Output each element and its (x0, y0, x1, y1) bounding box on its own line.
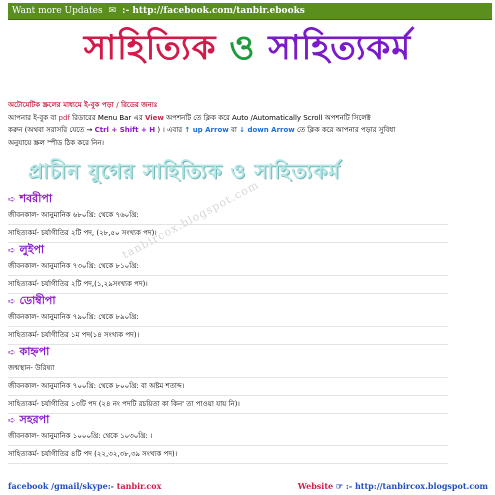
footer-contact-name[interactable]: tanbir.cox (116, 481, 162, 491)
poet-name-text: সহরপা (19, 413, 50, 426)
footer-bar (8, 479, 488, 493)
instructions-line-1 (8, 112, 486, 125)
poet-name (8, 345, 486, 360)
poet-name-text: ডোম্বীপা (19, 294, 56, 307)
reading-instructions (8, 99, 486, 149)
poet-line: জীবনকাল- আনুমানিক ১০০০খ্রি: থেকে ১০৩০খ্রি: । (8, 428, 448, 446)
poet-name-text: কাহ্নপা (19, 345, 50, 358)
footer-contact-label: facebook /gmail/skype:- (8, 481, 114, 491)
arrow-right-icon: ➪ (8, 195, 16, 205)
poet-entry (8, 192, 486, 243)
arrow-right-icon: ➪ (8, 297, 16, 307)
instr-text: আপনার ই-বুক বা (8, 113, 57, 122)
arrow-right-icon: ➪ (8, 416, 16, 426)
top-banner (8, 3, 492, 20)
poet-entry (8, 294, 486, 345)
poet-entry (8, 413, 486, 464)
poet-line: জন্মস্থান- উরিষ্যা (8, 360, 448, 378)
footer-contact (8, 481, 161, 491)
shortcut-label: Ctrl + Shift + H (94, 126, 156, 134)
poet-name (8, 413, 486, 428)
poet-name-text: লুইপা (19, 243, 45, 256)
instr-text: অপশনটি তে ক্লিক করে Auto /Automatically Scroll অপশনটি সিলেক্ট (166, 113, 371, 122)
watermark: tanbircox.blogspot.com (120, 178, 262, 262)
title-part-2: ও (229, 28, 256, 68)
poet-line: সাহিত্যকর্ম- চর্যাগীতির ২টি পদ, (২৮,৫০ সংখ্যক পদ)। (8, 225, 448, 243)
arrow-right-icon: ➪ (8, 246, 16, 256)
poet-line: সাহিত্যকর্ম- চর্যাগীতির ২টি পদ,(১,২৯সংখ্যক পদ)। (8, 276, 448, 294)
poet-entry (8, 243, 486, 294)
footer-website (298, 481, 488, 491)
poet-entry (8, 345, 486, 414)
mail-icon: ✉ (108, 6, 117, 16)
website-label: Website (297, 481, 334, 491)
instructions-heading: অটোমেটিক স্ক্রলের মাধ্যমে ই-বুক পড়া / রিডের জন্যঃ (8, 101, 158, 109)
instr-text: রিডারের Menu Bar এর (72, 113, 143, 122)
poet-name-text: শবরীপা (19, 192, 53, 205)
poet-line: সাহিত্যকর্ম- চর্যাগীতির ১৩টি পদ (২৪ নং পদটি রচয়িতা কা কিন' তা পাওয়া যায় নি)। (8, 396, 448, 414)
arrow-right-icon: ➪ (8, 348, 16, 358)
title-part-1: সাহিত্যিক (83, 28, 217, 68)
title-part-3: সাহিত্যকর্ম (268, 28, 412, 68)
page-title (0, 26, 495, 70)
instr-text: করুন (অথবা সরাসরি যেতে → (8, 126, 93, 134)
poet-line: সাহিত্যকর্ম- চর্যাগীতির ১ম পদ(১৪ সংখ্যক পদ)। (8, 327, 448, 345)
poet-name (8, 243, 486, 258)
up-arrow-label: ↑ up Arrow (184, 126, 229, 134)
instr-text: ) । এবার (157, 126, 183, 134)
instr-text: তে ক্লিক করে আপনার পড়ার সুবিধা (296, 126, 396, 134)
website-link[interactable]: :- http://tanbircox.blogspot.com (345, 481, 488, 491)
poet-name (8, 294, 486, 309)
section-title: প্রাচীন যুগের সাহিত্যিক ও সাহিত্যকর্ম (28, 159, 341, 183)
view-label: View (144, 113, 164, 122)
down-arrow-label: ↓ down Arrow (239, 126, 295, 134)
poet-line: জীবনকাল- আনুমানিক ৬৮০খ্রি: থেকে ৭৬০খ্রি: (8, 207, 448, 225)
poet-line: জীবনকাল- আনুমানিক ৭৯০খ্রি: থেকে ৮৯০খ্রি: (8, 309, 448, 327)
instructions-line-2 (8, 124, 486, 137)
facebook-link[interactable]: :- http://facebook.com/tanbir.ebooks (122, 6, 305, 16)
poet-line: জীবনকাল- আনুমানিক ৭০০খ্রি: থেকে ৮০০খ্রি: বা অষ্টম শতাব্দ। (8, 378, 448, 396)
updates-text: Want more Updates (12, 6, 103, 16)
instructions-line-3: অনুযায়ে স্ক্রল স্পীড ঠিক করে নিন। (8, 138, 105, 147)
pdf-label: pdf (58, 113, 70, 122)
hand-pointer-icon: ☞ (335, 481, 344, 491)
poet-line: সাহিত্যকর্ম- চর্যাগীতির ৪টি পদ (২২,৩২,৩৮,৩৯ সংখ্যক পদ)। (8, 446, 448, 464)
instr-text: বা (230, 126, 237, 134)
poet-line: জীবনকাল- আনুমানিক ৭৩০খ্রি: থেকে ৮১০খ্রি: (8, 258, 448, 276)
poet-name (8, 192, 486, 207)
